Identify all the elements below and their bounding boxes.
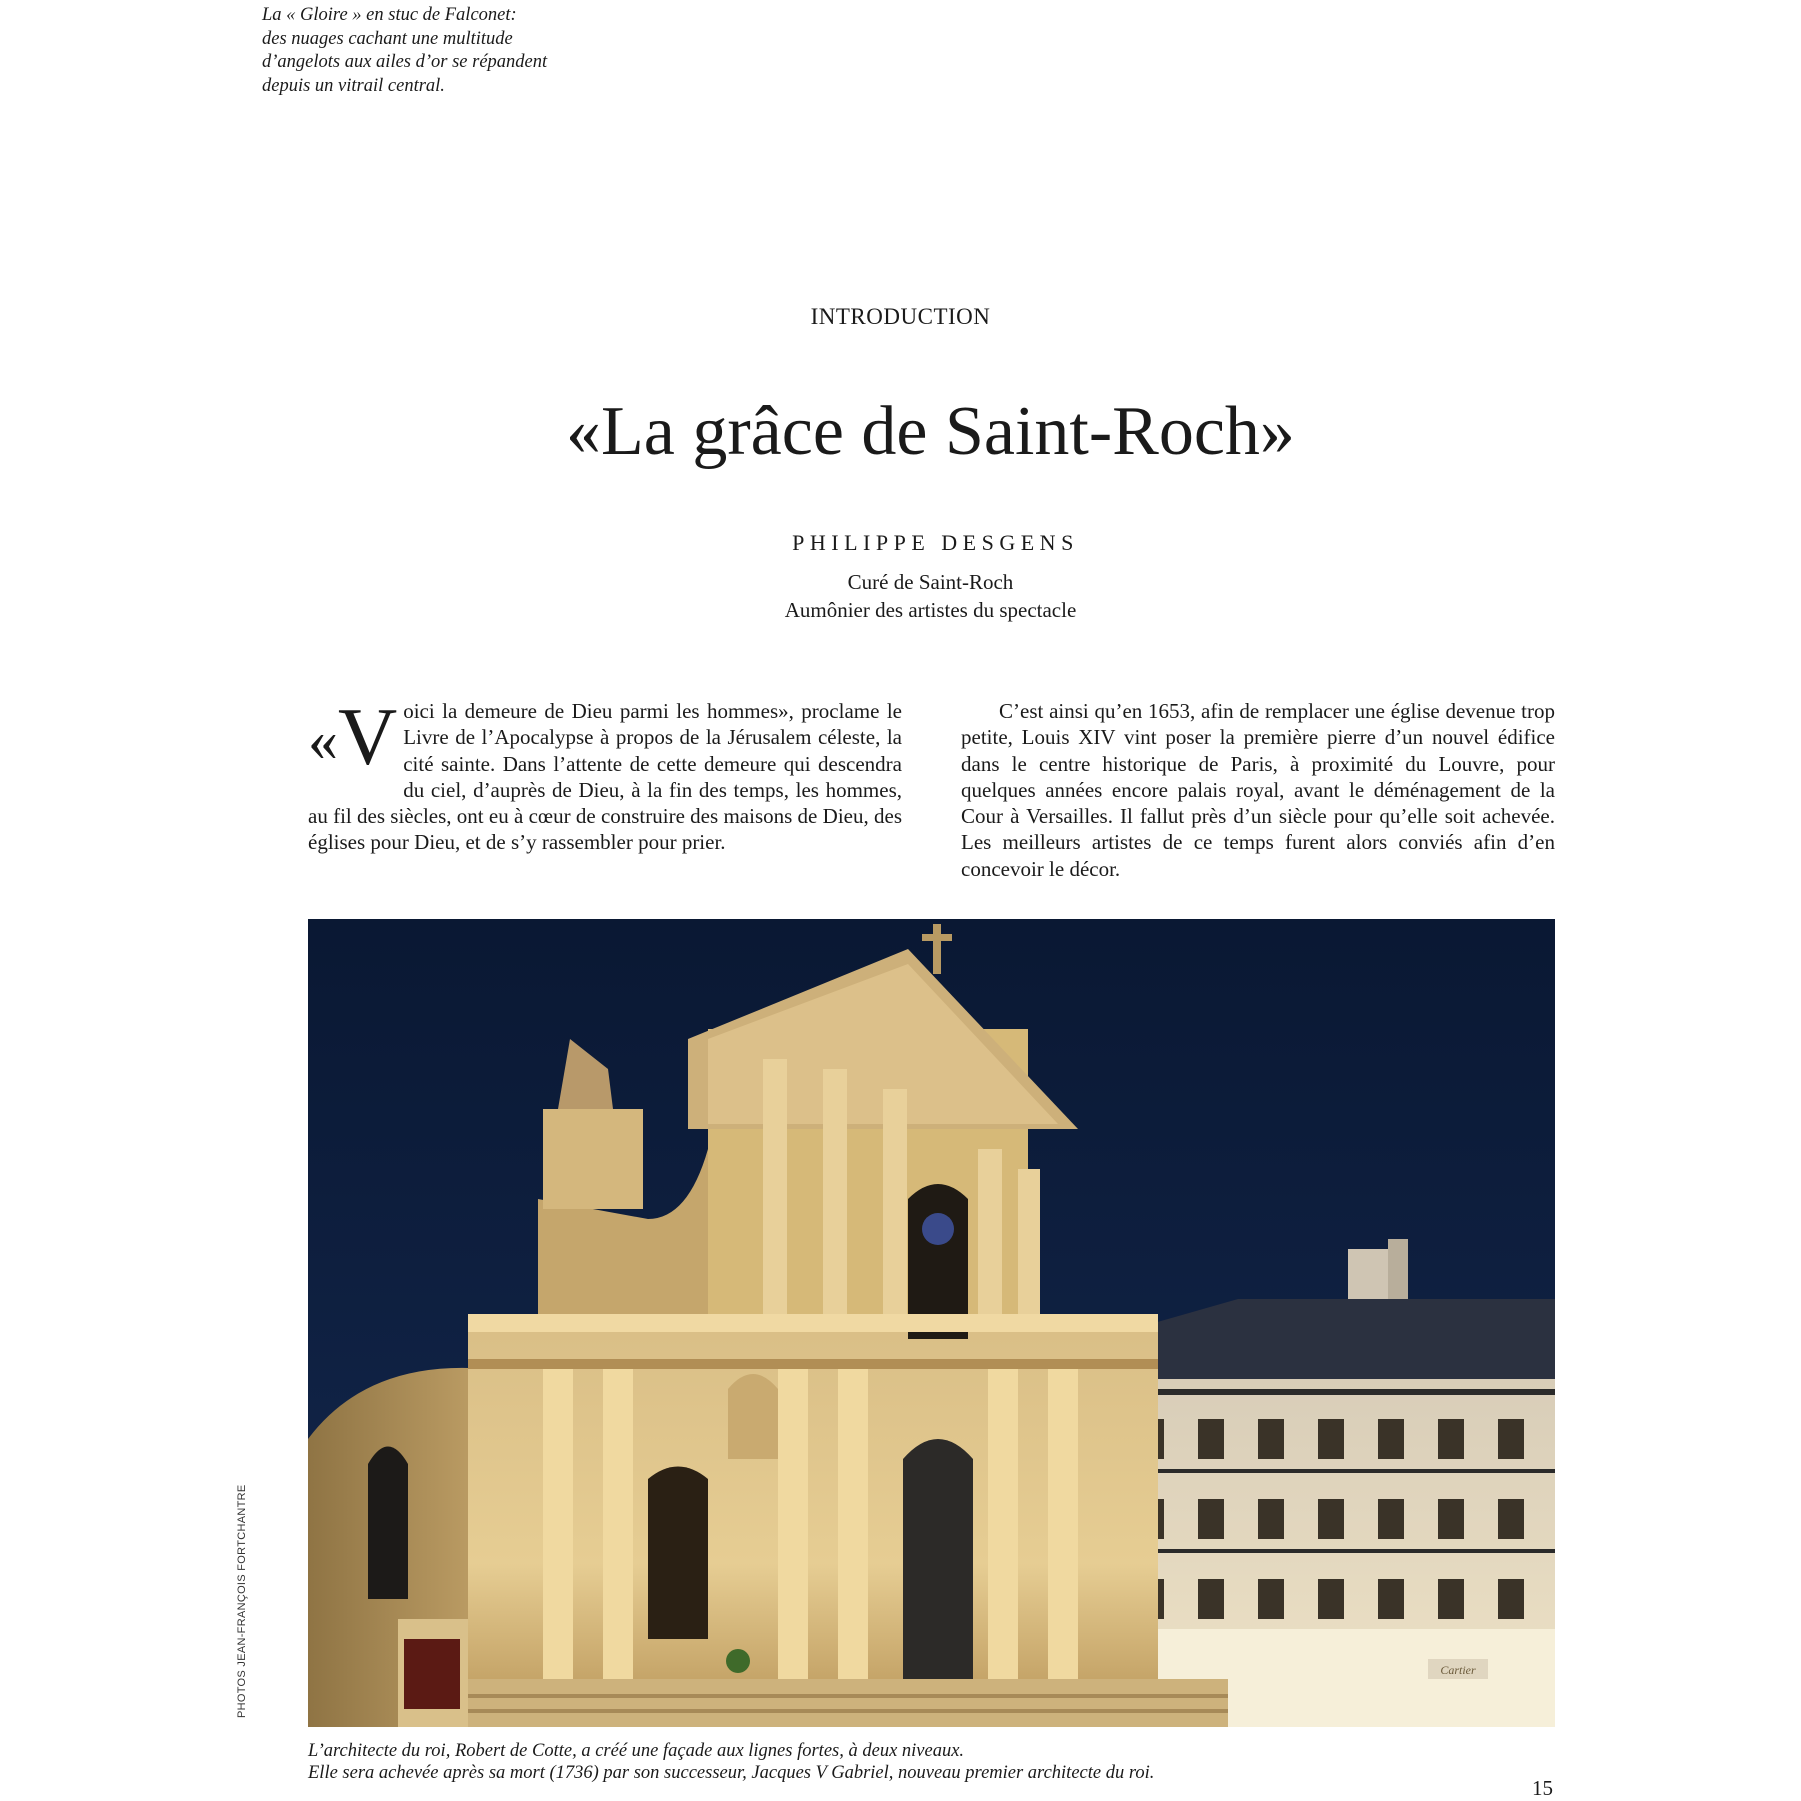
drop-cap-quote: « <box>308 707 338 773</box>
clock-face <box>922 1213 954 1245</box>
body-paragraph: C’est ainsi qu’en 1653, afin de remplacer une église devenue trop petite, Louis XIV vint poser la première pierre d’un nouvel édifice dans le centre historique de Paris, à proximité du Louvre, pour quelques années encore palais royal, avant le déménagement de la Cour à Versailles. Il fallut près d’un siècle pour qu’elle soit achevée. Les meilleurs artistes de ce temps furent alors conviés afin d’en concevoir le décor. <box>961 699 1555 881</box>
side-door-left <box>648 1467 708 1640</box>
section-label: INTRODUCTION <box>810 304 991 329</box>
page-title: «La grâce de Saint-Roch» <box>566 393 1295 470</box>
cross-horizontal <box>922 934 952 941</box>
bottom-caption-line: Elle sera achevée après sa mort (1736) par son successeur, Jacques V Gabriel, nouveau premier architecte du roi. <box>308 1763 1155 1783</box>
page-number: 15 <box>1532 1776 1553 1800</box>
church-facade-photo <box>308 919 1555 1727</box>
top-caption-line: des nuages cachant une multitude <box>262 28 513 49</box>
main-door <box>903 1439 973 1679</box>
cross-vertical <box>933 924 941 974</box>
top-caption-line: d’angelots aux ailes d’or se répandent <box>262 52 548 72</box>
bottom-caption-line: L’architecte du roi, Robert de Cotte, a créé une façade aux lignes fortes, à deux niveaux. <box>308 1741 965 1761</box>
top-caption-line: La « Gloire » en stuc de Falconet: <box>262 5 517 25</box>
church-illustration <box>308 919 1555 1727</box>
author-name: PHILIPPE DESGENS <box>792 530 1079 555</box>
photo-credit: PHOTOS JEAN-FRANÇOIS FORTCHANTRE <box>236 1484 248 1718</box>
body-text: oici la demeure de Dieu parmi les hommes», proclame le Livre de l’Apocalypse à propos de la Jérusalem céleste, la cité sainte. Dans l’attente de cette demeure qui descendra du ciel, d’auprès de Dieu, à la fin des temps, les hommes, au fil des siècles, ont eu à cœur de construire des maisons de Dieu, des églises pour Dieu, et de s’y rassembler pour prier. <box>308 699 902 855</box>
top-caption-line: depuis un vitrail central. <box>262 75 445 96</box>
topiary <box>726 1649 750 1673</box>
drop-cap <box>308 691 398 782</box>
author-role: Curé de Saint-Roch <box>847 570 1014 594</box>
top-photo-caption <box>262 4 622 98</box>
drop-cap-letter: V <box>338 691 398 782</box>
author-role: Aumônier des artistes du spectacle <box>784 598 1077 622</box>
shop-sign: Cartier <box>1440 1663 1476 1677</box>
body-column-right <box>961 698 1555 882</box>
bottom-photo-caption <box>308 1740 1154 1784</box>
body-column-left <box>308 691 902 856</box>
body-paragraph <box>308 691 902 856</box>
